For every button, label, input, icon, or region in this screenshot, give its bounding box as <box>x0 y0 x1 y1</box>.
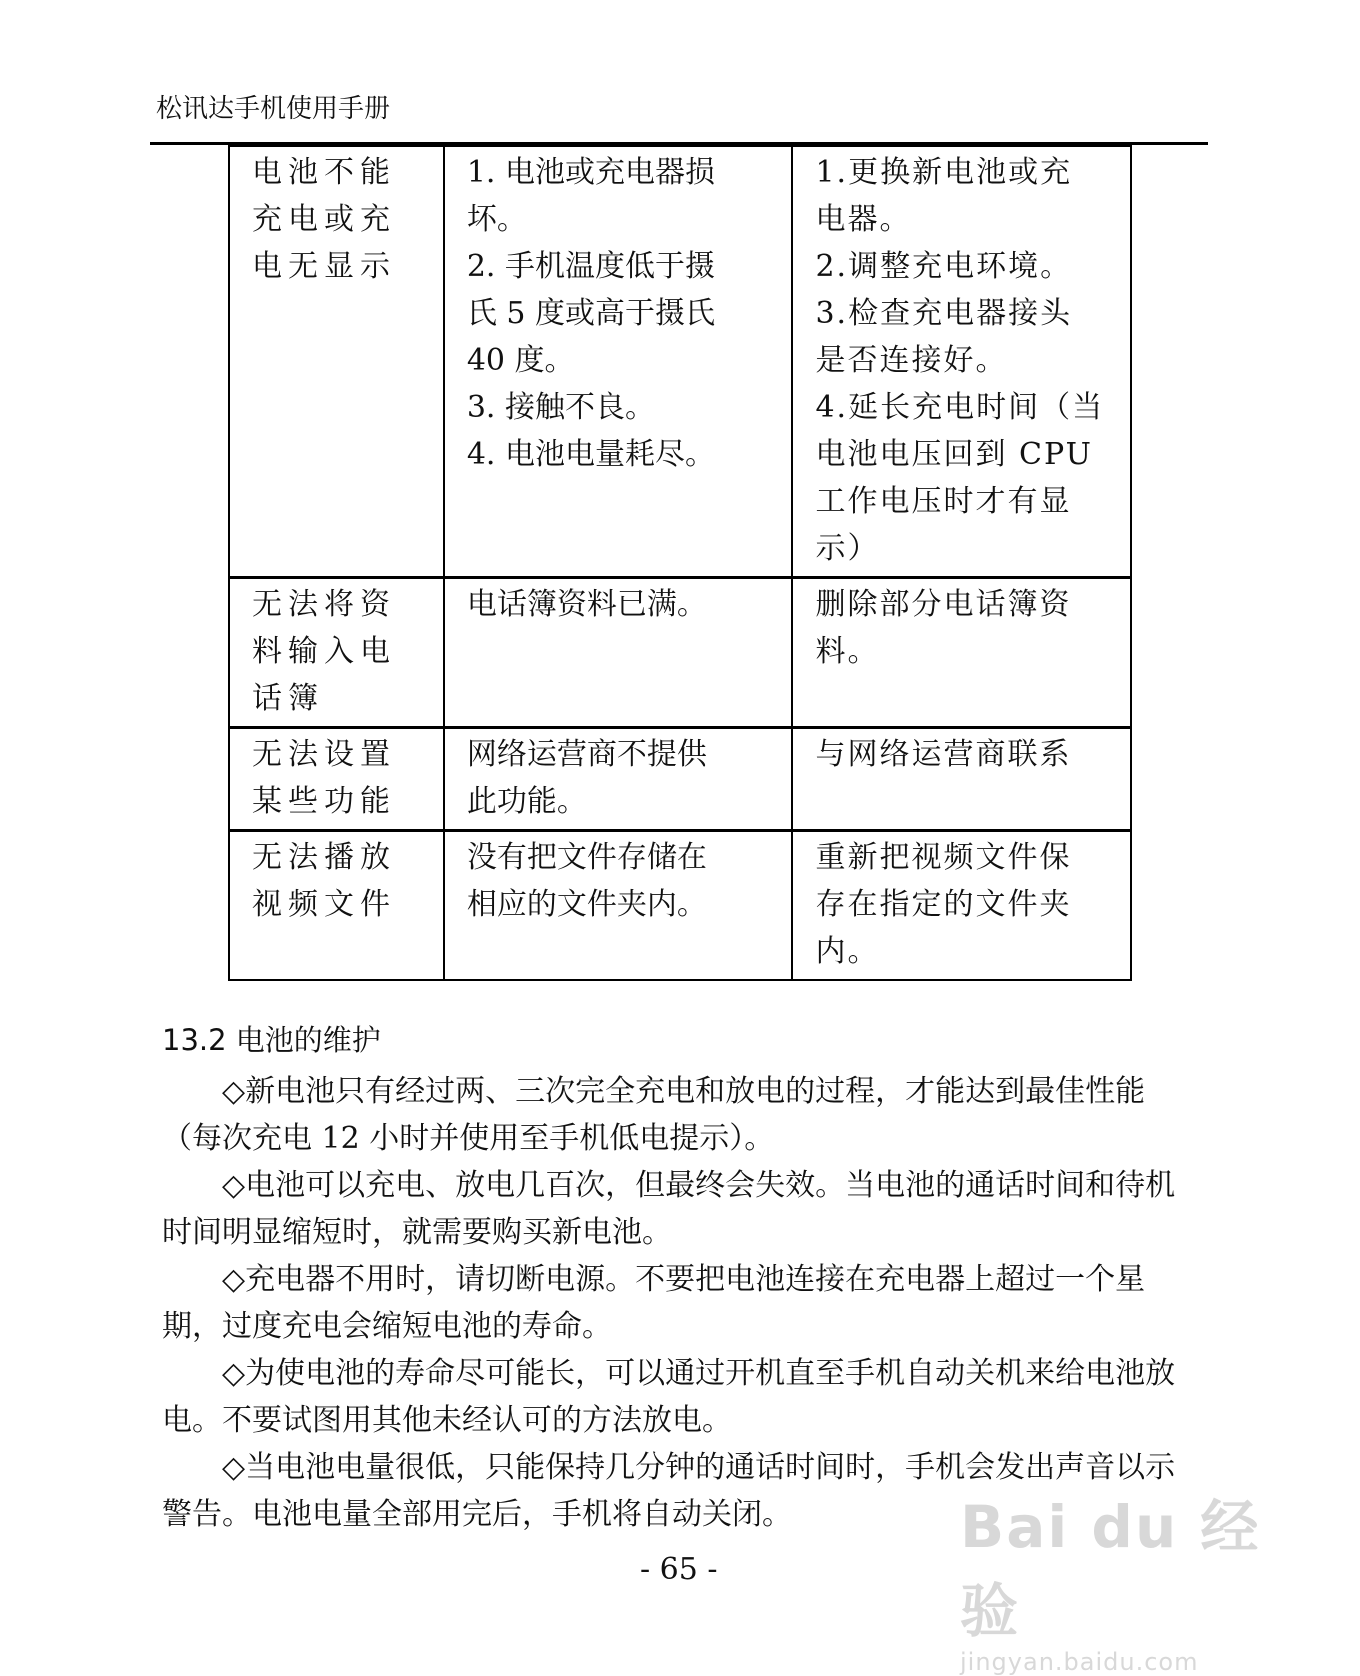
cell-line: 充电或充 <box>252 202 396 237</box>
cell-line: 无法将资 <box>252 587 396 622</box>
cell-line: 是否连接好。 <box>815 343 1008 378</box>
cell-line: 电话簿资料已满。 <box>466 587 707 622</box>
cell-line: 电池不能 <box>252 155 396 190</box>
cell-line: 话簿 <box>252 681 324 716</box>
section-title: 13.2 电池的维护 <box>162 1023 381 1057</box>
problem-cell <box>229 578 444 728</box>
paragraph: ◇新电池只有经过两、三次完全充电和放电的过程，才能达到最佳性能（每次充电 12 小时并使用至手机低电提示）。 <box>162 1074 1146 1156</box>
solution-cell <box>792 578 1131 728</box>
cell-line: 4.延长充电时间（当 <box>815 390 1105 425</box>
cause-cell <box>444 728 793 831</box>
cause-cell <box>444 831 793 981</box>
document-header-title: 松讯达手机使用手册 <box>156 94 391 124</box>
cell-line: 3.检查充电器接头 <box>815 296 1073 331</box>
solution-cell <box>792 146 1131 578</box>
cause-cell <box>444 146 793 578</box>
cell-line: 坏。 <box>466 202 527 237</box>
table-row <box>229 146 1131 578</box>
cell-line: 无法播放 <box>252 840 396 875</box>
cell-line: 无法设置 <box>252 737 396 772</box>
cell-line: 1.更换新电池或充 <box>815 155 1073 190</box>
cell-line: 料输入电 <box>252 634 396 669</box>
watermark-url: jingyan.baidu.com <box>960 1648 1199 1676</box>
solution-cell <box>792 728 1131 831</box>
cell-line: 2.调整充电环境。 <box>815 249 1073 284</box>
cell-line: 电无显示 <box>252 249 396 284</box>
problem-cell <box>229 831 444 981</box>
cell-line: 删除部分电话簿资 <box>815 587 1072 622</box>
cell-line: 此功能。 <box>466 784 587 819</box>
cell-line: 网络运营商不提供 <box>466 737 707 772</box>
baidu-watermark <box>960 1480 1290 1676</box>
paragraph: ◇电池可以充电、放电几百次，但最终会失效。当电池的通话时间和待机时间明显缩短时，就需要购买新电池。 <box>162 1168 1176 1250</box>
cell-line: 电器。 <box>815 202 912 237</box>
cell-line: 某些功能 <box>252 784 396 819</box>
cell-line: 存在指定的文件夹 <box>815 887 1072 922</box>
cause-cell <box>444 578 793 728</box>
cell-line: 3. 接触不良。 <box>466 390 656 425</box>
cell-line: 电池电压回到 CPU <box>815 437 1093 472</box>
paragraph: ◇充电器不用时，请切断电源。不要把电池连接在充电器上超过一个星期，过度充电会缩短电池的寿命。 <box>162 1262 1146 1344</box>
watermark-logo: Bai du 经验 <box>960 1493 1261 1645</box>
cell-line: 重新把视频文件保 <box>815 840 1072 875</box>
cell-line: 没有把文件存储在 <box>466 840 707 875</box>
cell-line: 4. 电池电量耗尽。 <box>466 437 716 472</box>
cell-line: 内。 <box>815 934 880 969</box>
cell-line: 视频文件 <box>252 887 396 922</box>
cell-line: 与网络运营商联系 <box>815 737 1072 772</box>
table-row <box>229 578 1131 728</box>
troubleshooting-table <box>228 144 1132 981</box>
cell-line: 示） <box>815 531 880 566</box>
table-row <box>229 728 1131 831</box>
problem-cell <box>229 146 444 578</box>
solution-cell <box>792 831 1131 981</box>
cell-line: 2. 手机温度低于摄 <box>466 249 716 284</box>
cell-line: 相应的文件夹内。 <box>466 887 707 922</box>
problem-cell <box>229 728 444 831</box>
cell-line: 40 度。 <box>466 343 575 378</box>
table-row <box>229 831 1131 981</box>
paragraph: ◇当电池电量很低，只能保持几分钟的通话时间时，手机会发出声音以示警告。电池电量全部用完后，手机将自动关闭。 <box>162 1450 1176 1532</box>
cell-line: 氏 5 度或高于摄氏 <box>466 296 716 331</box>
cell-line: 工作电压时才有显 <box>815 484 1072 519</box>
cell-line: 1. 电池或充电器损 <box>466 155 716 190</box>
cell-line: 料。 <box>815 634 880 669</box>
paragraph: ◇为使电池的寿命尽可能长，可以通过开机直至手机自动关机来给电池放电。不要试图用其他未经认可的方法放电。 <box>162 1356 1176 1438</box>
page-number: - 65 - <box>640 1552 718 1587</box>
section-body <box>162 1068 1202 1538</box>
